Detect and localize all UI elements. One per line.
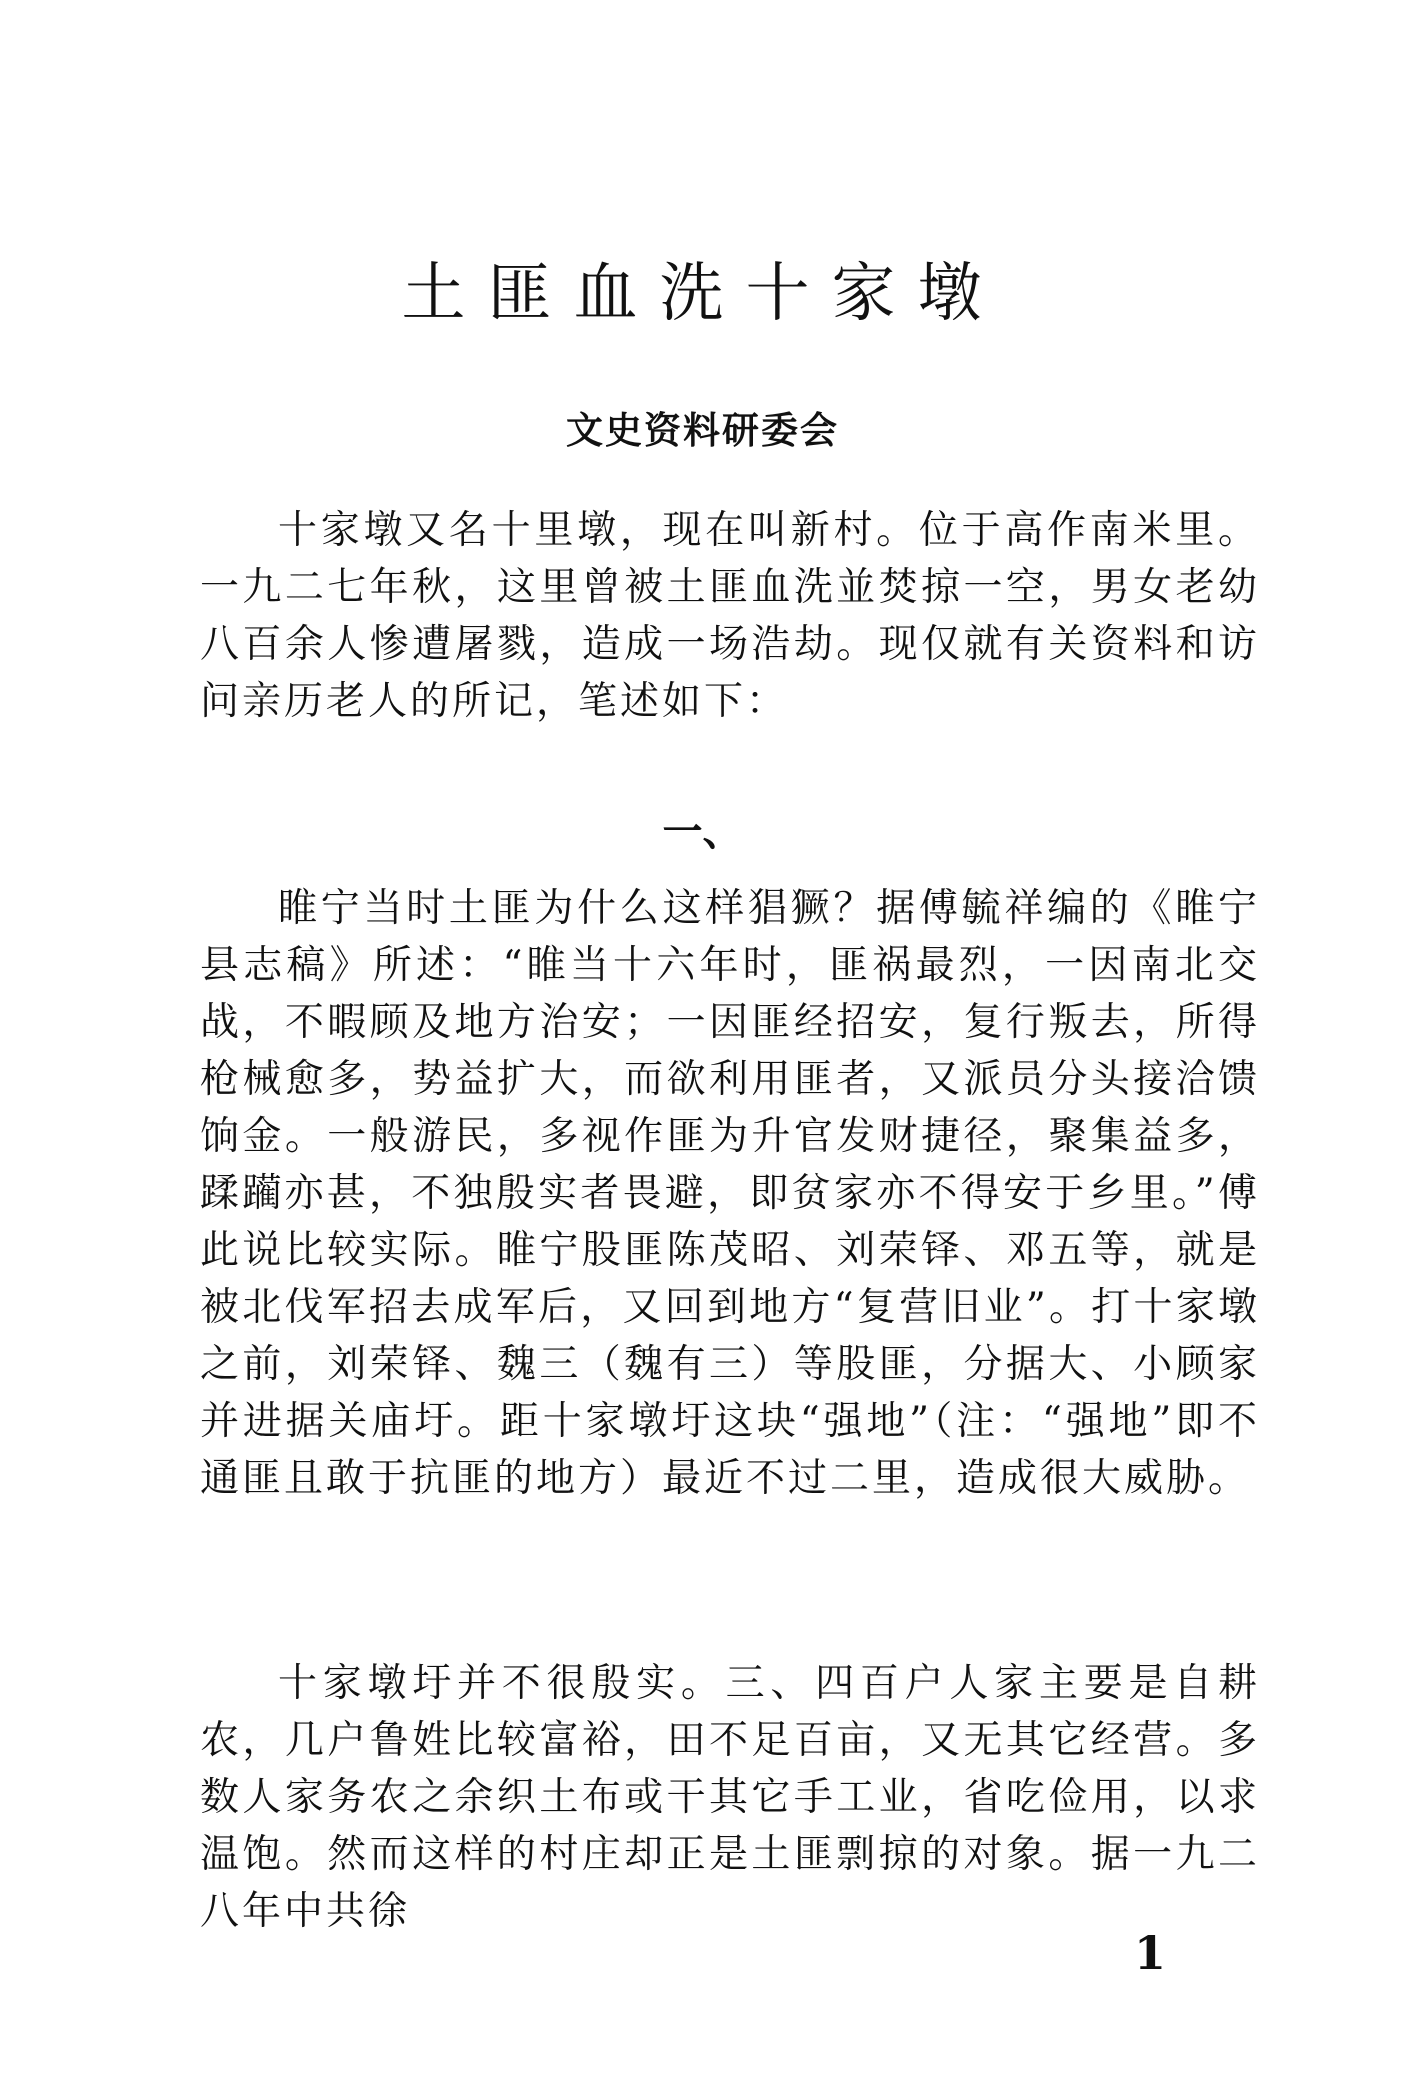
section-heading: 一、 (662, 808, 743, 855)
paragraph-village-description: 十家墩圩并不很殷实。三、四百户人家主要是自耕农，几户鲁姓比较富裕，田不足百亩，又无其它经营。多数人家务农之余织土布或干其它手工业，省吃俭用，以求温饱。然而这样的村庄却正是土匪剽掠的对象。据一九二八年中共徐 (200, 1661, 1260, 1934)
article-title: 土匪血洗十家墩 (401, 257, 1004, 331)
paragraph-intro: 十家墩又名十里墩，现在叫新村。位于高作南米里。一九二七年秋，这里曾被土匪血洗並焚掠一空，男女老幼八百余人惨遭屠戮，造成一场浩劫。现仅就有关资料和访问亲历老人的所记，笔述如下： (200, 508, 1260, 724)
article-author: 文史资料研委会 (566, 409, 839, 452)
page-number: 1 (1134, 1926, 1167, 1980)
paragraph-bandit-causes: 睢宁当时土匪为什么这样猖獗？据傅毓祥编的《睢宁县志稿》所述：“睢当十六年时，匪祸最烈，一因南北交战，不暇顾及地方治安；一因匪经招安，复行叛去，所得枪械愈多，势益扩大，而欲利用匪者，又派员分头接洽馈饷金。一般游民，多视作匪为升官发财捷径，聚集益多，蹂躏亦甚，不独殷实者畏避，即贫家亦不得安于乡里。”傅此说比较实际。睢宁股匪陈茂昭、刘荣铎、邓五等，就是被北伐军招去成军后，又回到地方“复营旧业”。打十家墩之前，刘荣铎、魏三（魏有三）等股匪，分据大、小顾家并进据关庙圩。距十家墩圩这块“强地”（注：“强地”即不通匪且敢于抗匪的地方）最近不过二里，造成很大威胁。 (200, 886, 1260, 1501)
